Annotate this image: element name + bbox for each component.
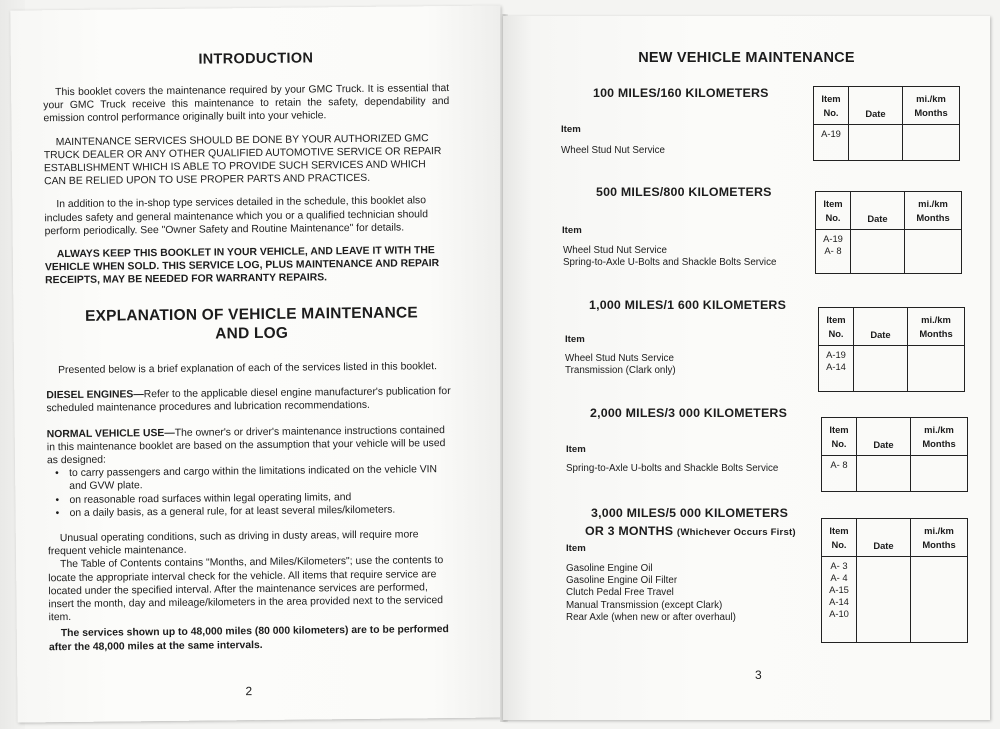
item-code-cell (822, 557, 857, 643)
item-code-cell (819, 346, 854, 392)
date-entry-cell[interactable] (857, 456, 911, 492)
date-header: Date (857, 519, 911, 557)
mileage-header: mi./km Months (905, 192, 962, 230)
item-column-label: Item (561, 124, 581, 135)
date-entry-cell[interactable] (851, 230, 905, 274)
item-code-cell (814, 125, 849, 161)
mileage-entry-cell[interactable] (903, 125, 960, 161)
list-item: Rear Axle (when new or after overhaul) (566, 611, 736, 623)
explanation-paragraph: Presented below is a brief explanation of each of the services listed in this booklet. (58, 361, 438, 377)
item-code-cell (822, 456, 857, 492)
list-item: Spring-to-Axle U-bolts and Shackle Bolts Service (566, 463, 779, 474)
item-code-cell (816, 230, 851, 274)
right-page (503, 16, 990, 720)
service-log-table (821, 518, 968, 643)
interval-title: 500 MILES/800 KILOMETERS (596, 185, 772, 199)
page-number: 2 (245, 684, 253, 699)
item-column-label: Item (565, 334, 585, 345)
interval-title: 100 MILES/160 KILOMETERS (593, 86, 769, 100)
date-entry-cell[interactable] (849, 125, 903, 161)
mileage-entry-cell[interactable] (911, 456, 968, 492)
page-title: NEW VEHICLE MAINTENANCE (638, 50, 855, 66)
intro-paragraph-3: In addition to the in-shop type services detailed in the schedule, this booklet also includes safety and general maintenance which you or a qualified technician should perform periodically. See "Owner Safety and Routine Maintenance" for details. (44, 195, 429, 238)
item-code: A- 3 (830, 560, 848, 571)
list-item: Gasoline Engine Oil (566, 563, 653, 574)
date-header: Date (854, 308, 908, 346)
normal-use-label: NORMAL VEHICLE USE— (46, 427, 175, 440)
item-code: A- 4 (830, 572, 848, 583)
service-item-list (565, 353, 676, 377)
service-log-table (818, 307, 965, 392)
item-no-header: Item No. (819, 308, 854, 346)
interval-title: 3,000 MILES/5 000 KILOMETERS (591, 506, 789, 520)
service-log-table (815, 191, 962, 274)
interval-title: 1,000 MILES/1 600 KILOMETERS (589, 298, 787, 312)
item-code: A-19 (823, 233, 843, 244)
interval-title: 2,000 MILES/3 000 KILOMETERS (590, 406, 788, 420)
mileage-entry-cell[interactable] (908, 346, 965, 392)
list-item: Clutch Pedal Free Travel (566, 587, 674, 599)
interval-title-note: (Whichever Occurs First) (676, 527, 796, 538)
service-log-table (821, 417, 968, 492)
mileage-header: mi./km Months (903, 87, 960, 125)
list-item: Wheel Stud Nuts Service (565, 353, 674, 364)
date-entry-cell[interactable] (854, 346, 908, 392)
diesel-text: Refer to the applicable diesel engine manufacturer's publication for scheduled maintenance procedures and lubrication recommendations. (46, 386, 451, 415)
mileage-entry-cell[interactable] (905, 230, 962, 274)
unusual-conditions-paragraph: Unusual operating conditions, such as driving in dusty areas, will require more frequent vehicle maintenance. (47, 529, 419, 558)
date-header: Date (849, 87, 903, 125)
intro-paragraph-1: This booklet covers the maintenance required by your GMC Truck. It is essential that your GMC Truck receive this maintenance to retain the safety, dependability and emission control performance originally built into your vehicle. (43, 82, 450, 125)
mileage-entry-cell[interactable] (911, 557, 968, 643)
date-header: Date (857, 418, 911, 456)
service-item-list (561, 145, 665, 157)
list-item: Gasoline Engine Oil Filter (566, 575, 678, 587)
mileage-header: mi./km Months (911, 418, 968, 456)
item-no-header: Item No. (814, 87, 849, 125)
list-item: Wheel Stud Nut Service (563, 245, 668, 256)
item-column-label: Item (566, 444, 586, 455)
left-page (10, 5, 507, 722)
list-item: • on reasonable road surfaces within legal operating limits, and (69, 490, 453, 507)
service-item-list (563, 245, 776, 269)
usage-bullet-list (47, 463, 454, 520)
item-code: A- 8 (830, 459, 848, 470)
item-code: A-19 (821, 128, 841, 139)
mileage-header: mi./km Months (908, 308, 965, 346)
item-code: A- 8 (824, 245, 842, 256)
item-no-header: Item No. (816, 192, 851, 230)
item-column-label: Item (562, 225, 582, 236)
final-paragraph: The services shown up to 48,000 miles (80 000 kilometers) are to be performed after the 48,000 miles at the same intervals. (48, 624, 449, 653)
date-header: Date (851, 192, 905, 230)
mileage-header: mi./km Months (911, 519, 968, 557)
item-no-header: Item No. (822, 418, 857, 456)
list-item: • on a daily basis, as a general rule, for at least several miles/kilometers. (69, 503, 453, 520)
item-code: A-14 (829, 596, 849, 607)
service-item-list (566, 463, 778, 475)
intro-paragraph-2: MAINTENANCE SERVICES SHOULD BE DONE BY YOUR AUTHORIZED GMC TRUCK DEALER OR ANY OTHER QUALIFIED AUTOMOTIVE SERVICE OR REPAIR ESTABLISHMENT WHICH IS ABLE TO PROVIDE SUCH SERVICES AND WHICH CAN BE RELIED UPON TO USE PROPER PARTS AND PRACTICES. (43, 132, 442, 188)
item-code: A-15 (829, 584, 849, 595)
item-no-header: Item No. (822, 519, 857, 557)
service-item-list (566, 563, 736, 624)
normal-use-paragraph (47, 424, 453, 468)
service-log-table (813, 86, 960, 161)
intro-title: INTRODUCTION (198, 50, 314, 68)
diesel-paragraph (46, 385, 452, 416)
explanation-title-line-1: EXPLANATION OF VEHICLE MAINTENANCE (84, 304, 418, 325)
item-code: A-14 (826, 361, 846, 372)
interval-title-line-2: OR 3 MONTHS (Whichever Occurs First) (585, 524, 796, 538)
list-item: Transmission (Clark only) (565, 365, 676, 377)
list-item: Manual Transmission (except Clark) (566, 599, 723, 611)
list-item: • to carry passengers and cargo within the limitations indicated on the vehicle VIN and GVW plate. (69, 463, 453, 493)
item-column-label: Item (566, 543, 586, 554)
diesel-label: DIESEL ENGINES— (46, 389, 144, 402)
explanation-body (46, 360, 455, 654)
normal-use-text: The owner's or driver's maintenance instructions contained in this maintenance booklet are based on the assumption that your vehicle will be used as designed: (46, 424, 446, 467)
item-code: A-10 (829, 608, 849, 619)
date-entry-cell[interactable] (857, 557, 911, 643)
table-of-contents-paragraph: The Table of Contents contains "Months, and Miles/Kilometers"; use the contents to locate the appropriate interval check for the vehicle. All items that require service are located under the specified interval. After the maintenance services are performed, insert the month, day and mileage/kilometers in the area provided next to the serviced item. (48, 555, 444, 624)
explanation-title (13, 303, 489, 346)
intro-paragraph-4: ALWAYS KEEP THIS BOOKLET IN YOUR VEHICLE, AND LEAVE IT WITH THE VEHICLE WHEN SOLD. THIS SERVICE LOG, PLUS MAINTENANCE AND REPAIR RECEIPTS, MAY BE NEEDED FOR WARRANTY REPAIRS. (44, 245, 440, 287)
intro-body (43, 82, 451, 288)
list-item: Wheel Stud Nut Service (561, 145, 666, 156)
explanation-title-line-2: AND LOG (215, 324, 289, 343)
list-item: Spring-to-Axle U-Bolts and Shackle Bolts Service (563, 257, 777, 269)
page-number: 3 (755, 668, 762, 682)
item-code: A-19 (826, 349, 846, 360)
